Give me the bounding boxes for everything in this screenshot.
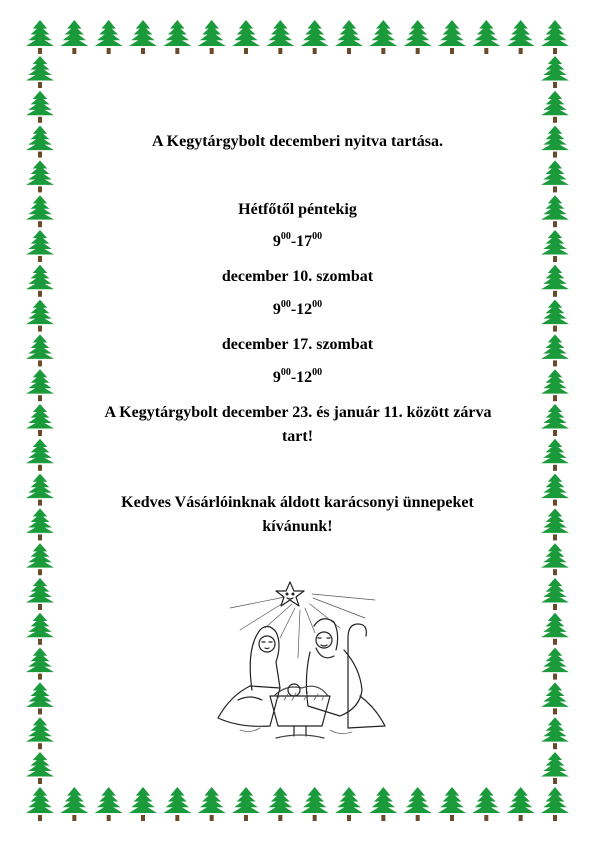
christmas-tree-icon	[541, 334, 569, 366]
notice-title: A Kegytárgybolt decemberi nyitva tartása.	[151, 133, 444, 150]
christmas-tree-icon	[266, 787, 294, 821]
christmas-tree-icon	[26, 334, 54, 366]
christmas-tree-icon	[95, 787, 123, 821]
christmas-tree-icon	[26, 91, 54, 123]
christmas-tree-icon	[26, 682, 54, 714]
christmas-tree-icon	[541, 265, 569, 297]
christmas-tree-icon	[335, 787, 363, 821]
christmas-tree-icon	[507, 20, 535, 54]
christmas-tree-icon	[26, 56, 54, 88]
christmas-tree-icon	[26, 265, 54, 297]
christmas-tree-icon	[26, 474, 54, 506]
christmas-tree-icon	[541, 752, 569, 784]
christmas-tree-icon	[472, 20, 500, 54]
saturday1-label: december 10. szombat	[221, 268, 374, 285]
christmas-tree-icon	[335, 20, 363, 54]
greeting-line-1: Kedves Vásárlóinknak áldott karácsonyi ünnepeket	[121, 494, 474, 511]
christmas-tree-icon	[26, 578, 54, 610]
christmas-tree-icon	[163, 787, 191, 821]
christmas-tree-icon	[541, 787, 569, 821]
christmas-tree-icon	[438, 787, 466, 821]
christmas-tree-icon	[472, 787, 500, 821]
christmas-tree-icon	[26, 20, 54, 54]
christmas-tree-icon	[163, 20, 191, 54]
christmas-tree-icon	[26, 160, 54, 192]
christmas-tree-icon	[507, 787, 535, 821]
christmas-tree-icon	[26, 613, 54, 645]
christmas-tree-icon	[541, 439, 569, 471]
christmas-tree-icon	[26, 230, 54, 262]
christmas-tree-icon	[26, 508, 54, 540]
closure-line-1: A Kegytárgybolt december 23. és január 11. között zárva	[104, 404, 492, 421]
christmas-tree-icon	[26, 752, 54, 784]
christmas-tree-icon	[60, 787, 88, 821]
christmas-tree-icon	[369, 787, 397, 821]
christmas-tree-icon	[301, 787, 329, 821]
christmas-tree-icon	[541, 300, 569, 332]
christmas-tree-icon	[541, 56, 569, 88]
christmas-tree-icon	[541, 91, 569, 123]
christmas-tree-icon	[541, 474, 569, 506]
christmas-tree-icon	[129, 787, 157, 821]
christmas-tree-icon	[26, 543, 54, 575]
saturday1-hours: $9^{00}-12^{00}$	[272, 298, 323, 318]
christmas-tree-icon	[541, 230, 569, 262]
christmas-tree-icon	[541, 648, 569, 680]
christmas-tree-icon	[404, 787, 432, 821]
christmas-tree-icon	[232, 787, 260, 821]
christmas-tree-icon	[266, 20, 294, 54]
christmas-tree-icon	[26, 439, 54, 471]
christmas-tree-icon	[26, 126, 54, 158]
christmas-tree-icon	[541, 543, 569, 575]
closure-line-2: tart!	[281, 428, 314, 445]
christmas-tree-icon	[301, 20, 329, 54]
christmas-tree-icon	[438, 20, 466, 54]
christmas-tree-icon	[26, 787, 54, 821]
christmas-tree-icon	[26, 195, 54, 227]
christmas-tree-icon	[541, 508, 569, 540]
christmas-tree-icon	[26, 648, 54, 680]
saturday2-hours: $9^{00}-12^{00}$	[272, 366, 323, 386]
christmas-tree-icon	[541, 195, 569, 227]
christmas-tree-icon	[26, 717, 54, 749]
christmas-tree-icon	[541, 126, 569, 158]
christmas-tree-icon	[541, 404, 569, 436]
saturday2-label: december 17. szombat	[221, 336, 374, 353]
christmas-tree-icon	[541, 369, 569, 401]
christmas-tree-icon	[541, 613, 569, 645]
weekday-label: Hétfőtől péntekig	[238, 201, 357, 218]
christmas-tree-icon	[541, 20, 569, 54]
christmas-tree-icon	[198, 20, 226, 54]
christmas-tree-icon	[541, 160, 569, 192]
christmas-tree-icon	[26, 300, 54, 332]
christmas-tree-icon	[60, 20, 88, 54]
christmas-tree-icon	[26, 369, 54, 401]
christmas-tree-icon	[541, 578, 569, 610]
christmas-tree-icon	[95, 20, 123, 54]
christmas-tree-icon	[541, 717, 569, 749]
christmas-tree-icon	[541, 682, 569, 714]
weekday-hours: $9^{00}-17^{00}$	[272, 230, 323, 250]
christmas-tree-icon	[369, 20, 397, 54]
greeting-line-2: kívánunk!	[262, 518, 333, 535]
christmas-tree-icon	[129, 20, 157, 54]
nativity-scene-icon	[210, 578, 395, 743]
christmas-tree-icon	[404, 20, 432, 54]
christmas-tree-icon	[198, 787, 226, 821]
christmas-tree-icon	[232, 20, 260, 54]
christmas-tree-icon	[26, 404, 54, 436]
